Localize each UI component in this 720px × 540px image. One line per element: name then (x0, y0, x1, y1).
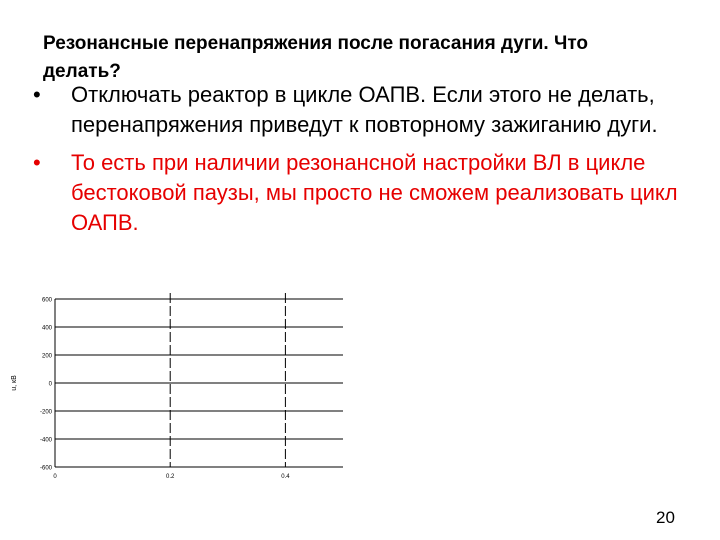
bullet-marker: • (33, 82, 41, 107)
bullet-item-2 (33, 148, 683, 238)
y-tick-label: 0 (48, 381, 52, 388)
page-number: 20 (656, 508, 675, 527)
bullet-text: Отключать реактор в цикле ОАПВ. Если этого не делать, перенапряжения приведут к повторному зажиганию дуги. (71, 82, 658, 137)
y-tick-label: 400 (41, 325, 52, 332)
x-tick-label: 0 (53, 474, 57, 480)
bullet-marker: • (33, 150, 41, 175)
x-tick-label: 0.4 (281, 474, 290, 480)
y-tick-label: 600 (41, 297, 52, 304)
y-tick-label: 200 (41, 353, 52, 360)
x-tick-label: 0.2 (166, 474, 175, 480)
y-tick-label: -200 (39, 409, 52, 416)
bullet-list (33, 80, 683, 246)
slide-title: Резонансные перенапряжения после погасания дуги. Что делать? (43, 33, 588, 82)
bullet-item-1 (33, 80, 683, 140)
y-tick-label: -400 (39, 437, 52, 444)
bullet-text: То есть при наличии резонансной настройки ВЛ в цикле бестоковой паузы, мы просто не сможем реализовать цикл ОАПВ. (71, 150, 678, 235)
voltage-chart (0, 285, 360, 485)
y-tick-label: -600 (39, 465, 52, 472)
y-axis-label: u, кВ (11, 375, 18, 391)
